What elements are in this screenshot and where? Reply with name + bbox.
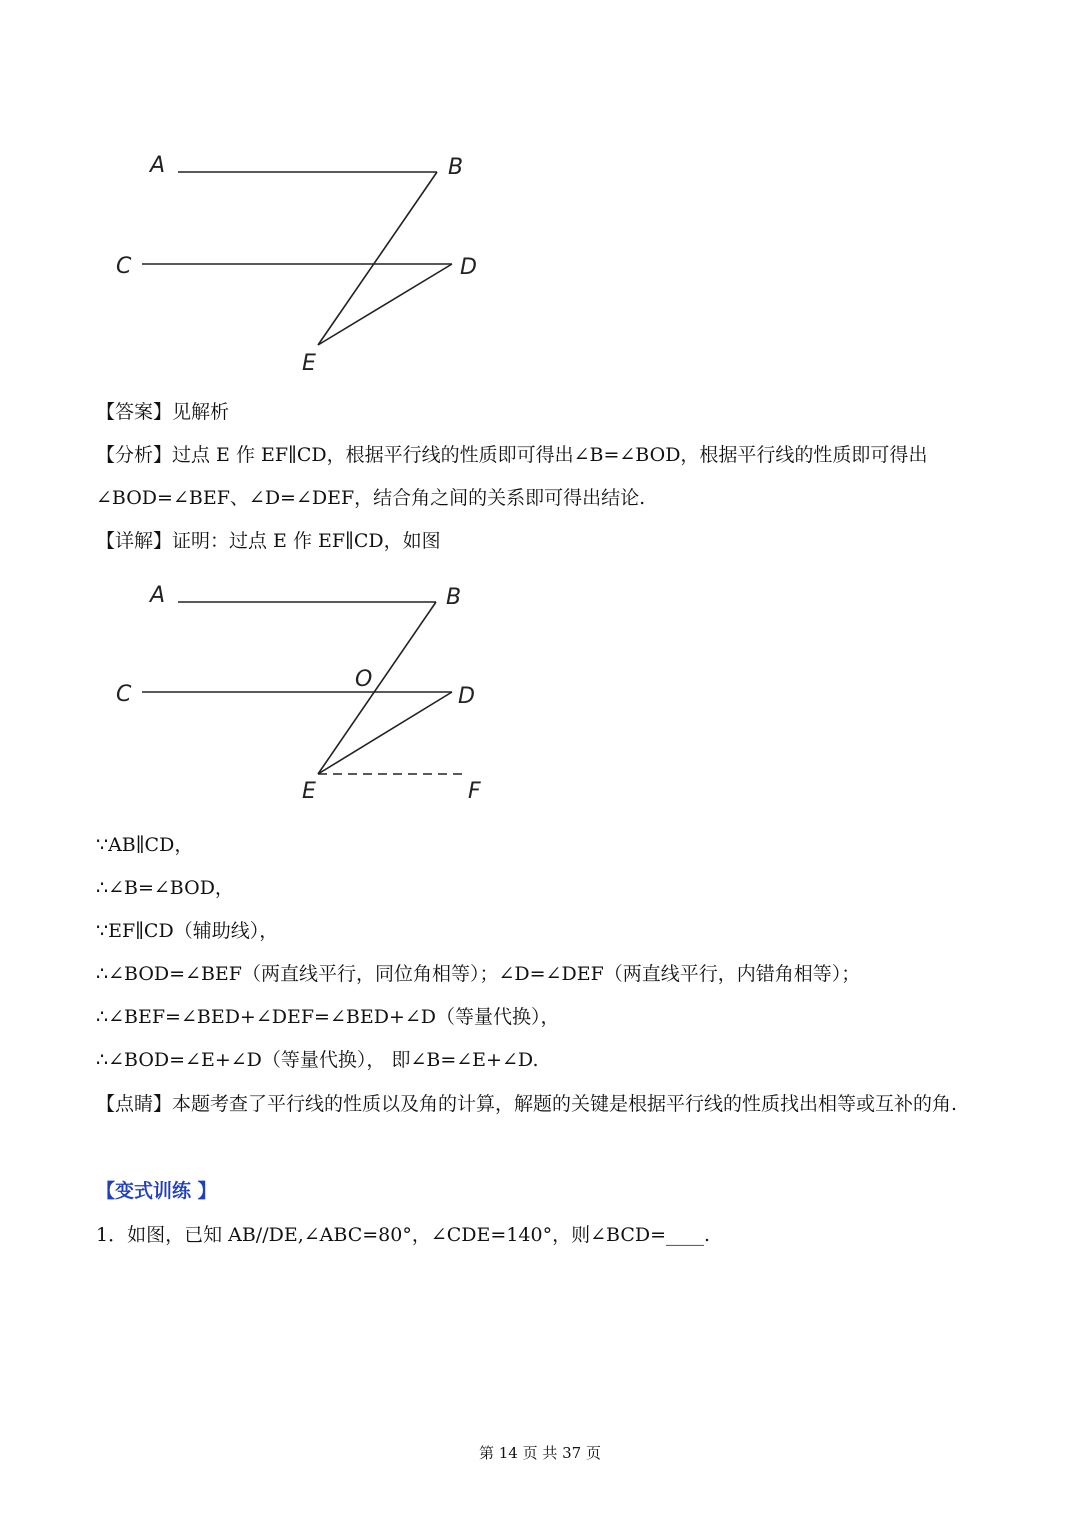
label-b: B [446,585,462,610]
comment-line: 【点睛】本题考查了平行线的性质以及角的计算，解题的关键是根据平行线的性质找出相等或互补的角. [96,1093,958,1115]
segment-de [318,264,452,345]
label-a: A [150,153,166,178]
proof-step-3: ∵EF∥CD（辅助线）， [96,920,279,942]
label-c: C [116,682,132,707]
label-f: F [468,779,481,804]
analysis-line-2: ∠BOD=∠BEF、∠D=∠DEF，结合角之间的关系即可得出结论. [96,487,646,509]
proof-step-6: ∴∠BOD=∠E+∠D（等量代换）， 即∠B=∠E+∠D. [96,1049,539,1071]
detail-intro: 【详解】证明：过点 E 作 EF∥CD，如图 [96,530,441,552]
label-d: D [458,684,475,709]
analysis-line-1: 【分析】过点 E 作 EF∥CD，根据平行线的性质即可得出∠B=∠BOD，根据平行线的性质即可得出 [96,444,928,466]
question-1: 1．如图，已知 AB//DE,∠ABC=80°，∠CDE=140°，则∠BCD=____. [96,1224,711,1246]
segment-be [318,602,436,774]
label-b: B [448,155,464,180]
proof-step-5: ∴∠BEF=∠BED+∠DEF=∠BED+∠D（等量代换）， [96,1006,560,1028]
proof-step-4: ∴∠BOD=∠BEF（两直线平行，同位角相等）；∠D=∠DEF（两直线平行，内错角相等）； [96,963,861,985]
label-d: D [460,255,477,280]
label-a: A [150,583,166,608]
label-c: C [116,254,132,279]
proof-step-1: ∵AB∥CD， [96,834,194,856]
label-o: O [355,667,373,692]
figure-2 [0,570,1080,810]
label-e: E [302,779,316,804]
practice-title: 【变式训练 】 [96,1180,217,1202]
label-e: E [302,351,316,376]
segment-de [318,692,452,774]
answer-line: 【答案】见解析 [96,401,230,423]
figure-1 [0,0,1080,390]
segment-be [318,172,437,345]
page-footer: 第 14 页 共 37 页 [478,1444,601,1462]
proof-step-2: ∴∠B=∠BOD， [96,877,234,899]
